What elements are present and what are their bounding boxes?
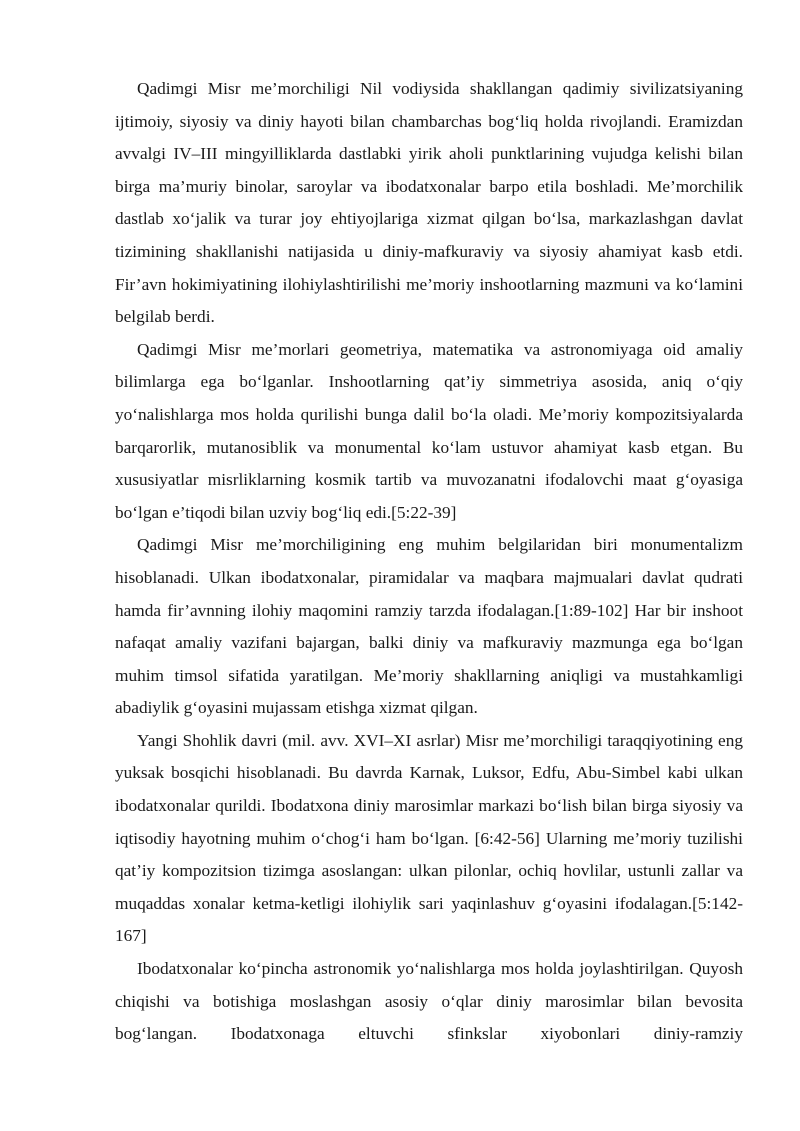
- paragraph-1: Qadimgi Misr me’morchiligi Nil vodiysida shakllangan qadimiy sivilizatsiyaning ijtimoiy, siyosiy va diniy hayoti bilan chambarchas bog‘liq holda rivojlandi. Eramizdan avvalgi IV–III mingyilliklarda dastlabki yirik aholi punktlarining vujudga kelishi bilan birga ma’muriy binolar, saroylar va ibodatxonalar barpo etila boshladi. Me’morchilik dastlab xo‘jalik va turar joy ehtiyojlariga xizmat qilgan bo‘lsa, markazlashgan davlat tizimining shakllanishi natijasida u diniy-mafkuraviy va siyosiy ahamiyat kasb etdi. Fir’avn hokimiyatining ilohiylashtirilishi me’moriy inshootlarning mazmuni va ko‘lamini belgilab berdi.: [115, 79, 743, 327]
- paragraph-4: Yangi Shohlik davri (mil. avv. XVI–XI asrlar) Misr me’morchiligi taraqqiyotining eng yuksak bosqichi hisoblanadi. Bu davrda Karnak, Luksor, Edfu, Abu-Simbel kabi ulkan ibodatxonalar qurildi. Ibodatxona diniy marosimlar markazi bo‘lish bilan birga siyosiy va iqtisodiy hayotning muhim o‘chog‘i ham bo‘lgan. [6:42-56] Ularning me’moriy tuzilishi qat’iy kompozitsion tizimga asoslangan: ulkan pilonlar, ochiq hovlilar, ustunli zallar va muqaddas xonalar ketma-ketligi ilohiylik sari yaqinlashuv g‘oyasini ifodalagan.[5:142-167]: [115, 730, 743, 946]
- paragraph-2: Qadimgi Misr me’morlari geometriya, matematika va astronomiyaga oid amaliy bilimlarga ega bo‘lganlar. Inshootlarning qat’iy simmetriya asosida, aniq o‘qiy yo‘nalishlarga mos holda qurilishi bunga dalil bo‘la oladi. Me’moriy kompozitsiyalarda barqarorlik, mutanosiblik va monumental ko‘lam ustuvor ahamiyat kasb etgan. Bu xususiyatlar misrliklarning kosmik tartib va muvozanatni ifodalovchi maat g‘oyasiga bo‘lgan e’tiqodi bilan uzviy bog‘liq edi.[5:22-39]: [115, 339, 743, 522]
- paragraph-3: Qadimgi Misr me’morchiligining eng muhim belgilaridan biri monumentalizm hisoblanadi. Ulkan ibodatxonalar, piramidalar va maqbara majmualari davlat qudrati hamda fir’avnning ilohiy maqomini ramziy tarzda ifodalagan.[1:89-102] Har bir inshoot nafaqat amaliy vazifani bajargan, balki diniy va mafkuraviy mazmunga ega bo‘lgan muhim timsol sifatida yaratilgan. Me’moriy shakllarning aniqligi va mustahkamligi abadiylik g‘oyasini mujassam etishga xizmat qilgan.: [115, 535, 743, 718]
- paragraph-5: Ibodatxonalar ko‘pincha astronomik yo‘nalishlarga mos holda joylashtirilgan. Quyosh chiqishi va botishiga moslashgan asosiy o‘qlar diniy marosimlar bilan bevosita bog‘langan. Ibodatxonaga eltuvchi sfinkslar xiyobonlari diniy-ramziy: [115, 959, 743, 1044]
- document-page: [115, 73, 743, 1051]
